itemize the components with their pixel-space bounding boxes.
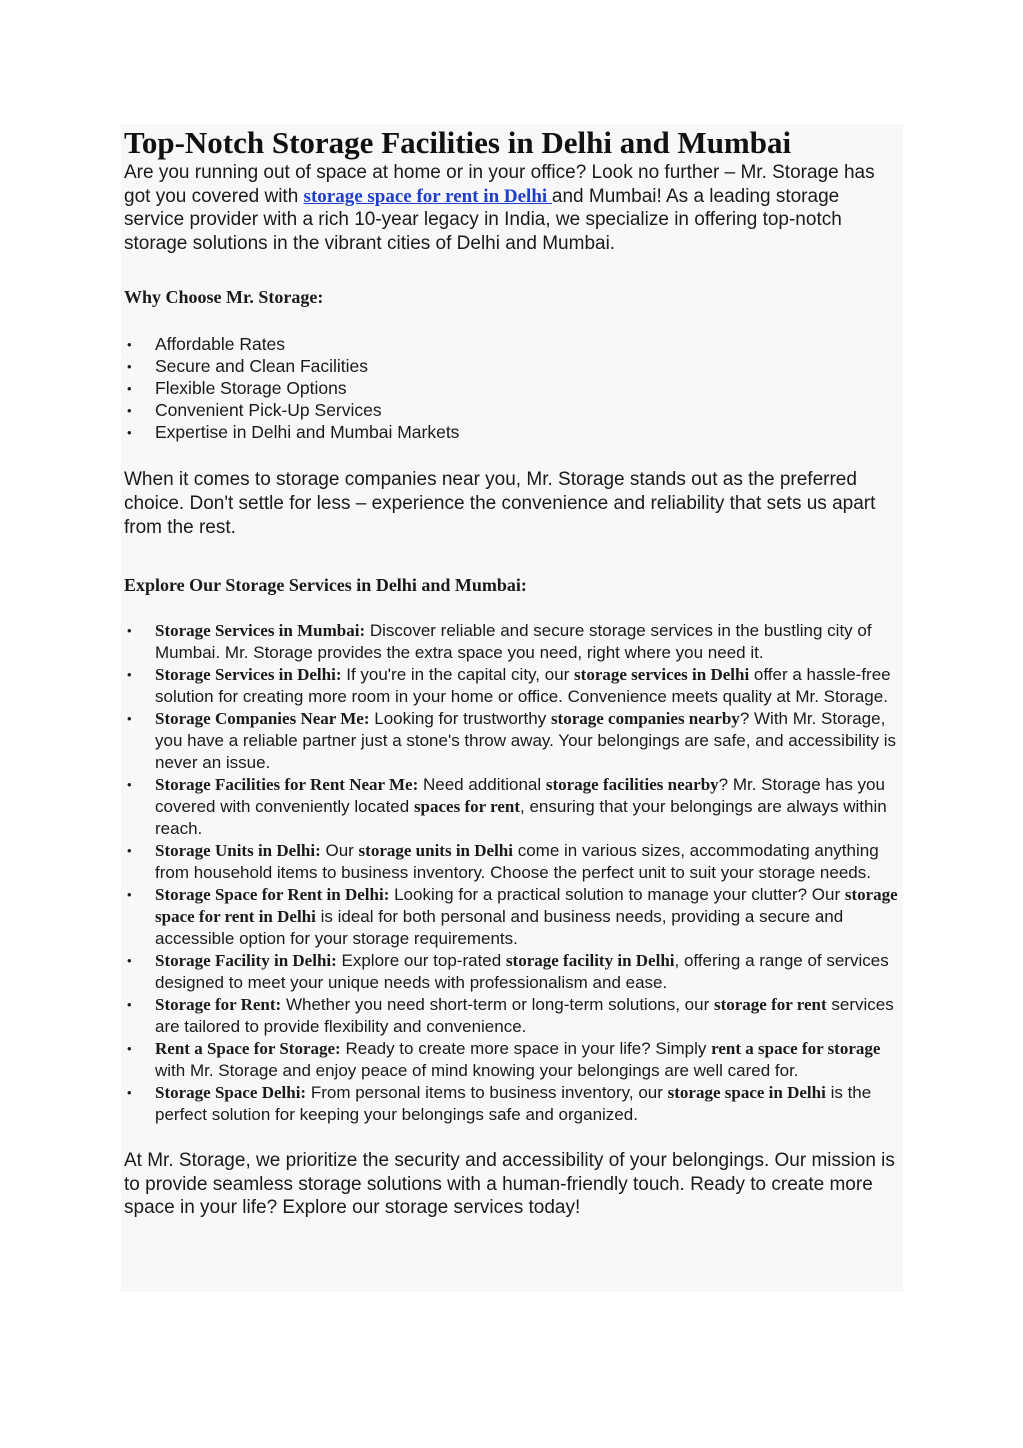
service-description: Our bbox=[320, 841, 359, 861]
outro-paragraph: At Mr. Storage, we prioritize the security and accessibility of your belongings. Our mission is to provide seamless storage solutions with a human-friendly touch. Ready to create more space in your life? Explore our storage services today! bbox=[124, 1150, 895, 1219]
list-item bbox=[124, 422, 899, 444]
service-description: Ready to create more space in your life? Simply bbox=[340, 1039, 712, 1059]
service-description: ? With Mr. Storage, you have a reliable partner just a stone's throw away. Your belongings are safe, and accessibility is never an issue. bbox=[155, 709, 896, 773]
list-item-text: Expertise in Delhi and Mumbai Markets bbox=[155, 421, 460, 442]
service-item bbox=[124, 1082, 899, 1126]
service-keyword: storage units in Delhi bbox=[358, 841, 513, 861]
storage-space-link[interactable]: storage space for rent in Delhi bbox=[303, 185, 552, 207]
service-description: offer a hassle-free solution for creating more room in your home or office. Convenience meets quality at Mr. Storage. bbox=[155, 665, 891, 707]
bullet-icon: • bbox=[127, 887, 132, 903]
service-keyword: storage space for rent in Delhi bbox=[155, 885, 898, 927]
bullet-icon: • bbox=[127, 777, 132, 793]
service-keyword: rent a space for storage bbox=[711, 1039, 881, 1059]
bullet-icon: • bbox=[127, 843, 132, 859]
service-keyword: storage space in Delhi bbox=[667, 1083, 826, 1103]
service-term: Storage Services in Delhi: bbox=[155, 665, 342, 685]
list-item-text: Flexible Storage Options bbox=[155, 377, 347, 398]
page-title: Top-Notch Storage Facilities in Delhi and Mumbai bbox=[124, 125, 792, 160]
service-description: ? Mr. Storage has you covered with conveniently located bbox=[155, 775, 885, 817]
service-description: Need additional bbox=[418, 775, 546, 795]
service-description: , offering a range of services designed to meet your unique needs with professionalism and ease. bbox=[155, 951, 889, 993]
service-keyword: storage facilities nearby bbox=[545, 775, 719, 795]
service-keyword: storage facility in Delhi bbox=[505, 951, 675, 971]
service-description: services are tailored to provide flexibility and convenience. bbox=[155, 995, 894, 1037]
service-term: Storage Space for Rent in Delhi: bbox=[155, 885, 390, 905]
intro-paragraph bbox=[124, 161, 899, 255]
service-keyword: spaces for rent bbox=[413, 797, 521, 817]
service-term: Storage Companies Near Me: bbox=[155, 709, 370, 729]
service-description: Looking for trustworthy bbox=[369, 709, 551, 729]
bullet-icon: • bbox=[127, 953, 132, 969]
bullet-icon: • bbox=[127, 1041, 132, 1057]
services-list bbox=[124, 620, 899, 1126]
service-description: Discover reliable and secure storage services in the bustling city of Mumbai. Mr. Storage provides the extra space you need, right where you need it. bbox=[155, 621, 872, 663]
service-term: Storage for Rent: bbox=[155, 995, 282, 1015]
why-list bbox=[124, 334, 899, 443]
service-item bbox=[124, 708, 899, 774]
service-description: , ensuring that your belongings are always within reach. bbox=[155, 797, 887, 839]
list-item bbox=[124, 378, 899, 400]
service-term: Storage Facility in Delhi: bbox=[155, 951, 337, 971]
bullet-icon: • bbox=[127, 337, 132, 353]
why-heading: Why Choose Mr. Storage: bbox=[124, 287, 324, 308]
service-item bbox=[124, 950, 899, 994]
list-item bbox=[124, 356, 899, 378]
service-item bbox=[124, 884, 899, 950]
explore-heading: Explore Our Storage Services in Delhi and Mumbai: bbox=[124, 575, 527, 596]
bullet-icon: • bbox=[127, 402, 132, 418]
service-keyword: storage services in Delhi bbox=[574, 665, 750, 685]
bullet-icon: • bbox=[127, 424, 132, 440]
bullet-icon: • bbox=[127, 997, 132, 1013]
service-description: with Mr. Storage and enjoy peace of mind knowing your belongings are well cared for. bbox=[155, 1061, 799, 1081]
pitch-paragraph: When it comes to storage companies near you, Mr. Storage stands out as the preferred choice. Don't settle for less – experience the convenience and reliability that sets us apart from the rest. bbox=[124, 469, 876, 538]
document-page bbox=[121, 124, 903, 1292]
bullet-icon: • bbox=[127, 380, 132, 396]
list-item bbox=[124, 334, 899, 356]
service-term: Storage Space Delhi: bbox=[155, 1083, 307, 1103]
service-description: come in various sizes, accommodating anything from household items to business inventory. Choose the perfect unit to suit your storage needs. bbox=[155, 841, 879, 883]
intro-text: Are you running out of space at home or in your office? Look no further – Mr. Storage has got you covered with bbox=[124, 162, 875, 207]
list-item-text: Convenient Pick-Up Services bbox=[155, 399, 382, 420]
service-item bbox=[124, 774, 899, 840]
service-description: Whether you need short-term or long-term solutions, our bbox=[281, 995, 714, 1015]
service-description: From personal items to business inventory, our bbox=[306, 1083, 668, 1103]
service-item bbox=[124, 840, 899, 884]
service-description: is the perfect solution for keeping your belongings safe and organized. bbox=[155, 1083, 872, 1125]
service-term: Storage Facilities for Rent Near Me: bbox=[155, 775, 419, 795]
list-item bbox=[124, 400, 899, 422]
service-description: Explore our top-rated bbox=[336, 951, 506, 971]
service-description: Looking for a practical solution to manage your clutter? Our bbox=[389, 885, 845, 905]
service-description: If you're in the capital city, our bbox=[341, 665, 575, 685]
service-keyword: storage for rent bbox=[713, 995, 827, 1015]
service-term: Storage Services in Mumbai: bbox=[155, 621, 366, 641]
bullet-icon: • bbox=[127, 667, 132, 683]
bullet-icon: • bbox=[127, 711, 132, 727]
list-item-text: Secure and Clean Facilities bbox=[155, 356, 369, 377]
service-item bbox=[124, 1038, 899, 1082]
service-term: Rent a Space for Storage: bbox=[155, 1039, 341, 1059]
list-item-text: Affordable Rates bbox=[155, 334, 286, 355]
service-item bbox=[124, 620, 899, 664]
intro-text-end: and Mumbai! As a leading storage service provider with a rich 10-year legacy in India, we specialize in offering top-notch storage solutions in the vibrant cities of Delhi and Mumbai. bbox=[124, 185, 842, 254]
service-item bbox=[124, 664, 899, 708]
bullet-icon: • bbox=[127, 623, 132, 639]
bullet-icon: • bbox=[127, 359, 132, 375]
service-term: Storage Units in Delhi: bbox=[155, 841, 321, 861]
service-item bbox=[124, 994, 899, 1038]
service-description: is ideal for both personal and business needs, providing a secure and accessible option for your storage requirements. bbox=[155, 907, 844, 949]
service-keyword: storage companies nearby bbox=[550, 709, 740, 729]
bullet-icon: • bbox=[127, 1085, 132, 1101]
